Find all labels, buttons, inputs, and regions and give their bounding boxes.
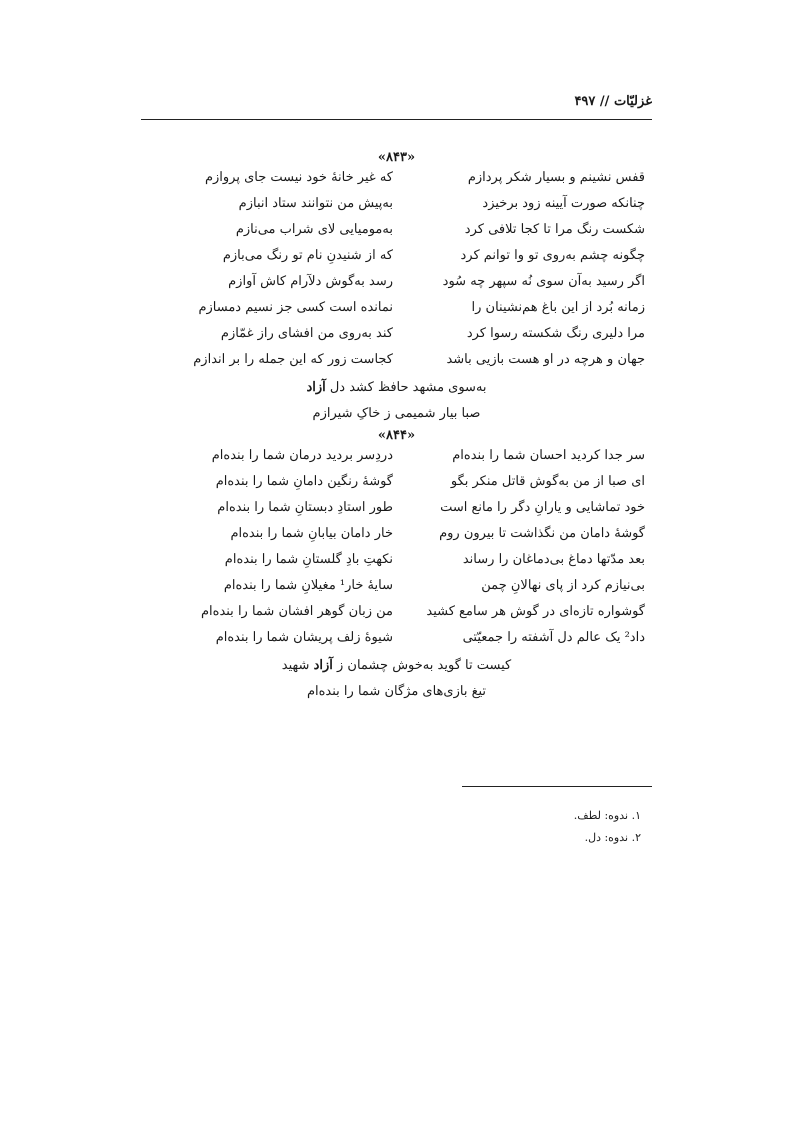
couplet — [0, 219, 793, 245]
hemistich-second: به‌پیش من نتوانند ستاد انبازم — [238, 196, 393, 211]
hemistich-second: سایهٔ خار¹ مغیلانِ شما را بنده‌ام — [223, 578, 393, 593]
footnotes — [574, 805, 641, 849]
hemistich-first: بی‌نیازم کرد از پای نهالانِ چمن — [481, 578, 645, 593]
footnote-rule — [462, 786, 652, 787]
couplet — [0, 627, 793, 653]
couplet — [0, 297, 793, 323]
hemistich-second: شیوهٔ زلف پریشان شما را بنده‌ام — [215, 630, 393, 645]
page-header — [141, 92, 652, 120]
hemistich-first: خود تماشایی و یارانِ دگر را مانع است — [440, 500, 645, 515]
hemistich-second: که غیر خانهٔ خود نیست جای پروازم — [204, 170, 393, 185]
couplet — [0, 497, 793, 523]
poet-name: آزاد — [306, 380, 326, 395]
poem-844 — [0, 428, 793, 705]
closing-text: کیست تا گوید به‌خوش چشمان ز — [332, 658, 512, 673]
hemistich-first: بعد مدّتها دماغ بی‌دماغان را رساند — [462, 552, 645, 567]
hemistich-first: گوشواره تازه‌ای در گوش هر سامع کشید — [426, 604, 645, 619]
hemistich-second: رسد به‌گوش دلآرام کاش آوازم — [228, 274, 393, 289]
closing-line-1 — [0, 375, 793, 401]
hemistich-first: اگر رسید به‌آن سوی نُه سپهر چه سُود — [442, 274, 645, 289]
couplet — [0, 245, 793, 271]
closing-line-2: تیغ بازی‌های مژگان شما را بنده‌ام — [306, 684, 487, 699]
couplet — [0, 601, 793, 627]
couplet — [0, 167, 793, 193]
hemistich-first: مرا دلیری رنگ شکسته رسوا کرد — [466, 326, 645, 341]
poem-843 — [0, 150, 793, 427]
hemistich-first: چنانکه صورت آیینه زود برخیزد — [482, 196, 645, 211]
couplet — [0, 549, 793, 575]
couplet — [0, 349, 793, 375]
hemistich-first: زمانه بُرد از این باغ هم‌نشینان را — [471, 300, 645, 315]
hemistich-first: شکست رنگ مرا تا کجا تلافی کرد — [464, 222, 645, 237]
hemistich-first: داد² یک عالم دل آشفته را جمعیّتی — [462, 630, 645, 645]
hemistich-second: که از شنیدنِ نام تو رنگ می‌بازم — [222, 248, 393, 263]
couplet — [0, 445, 793, 471]
hemistich-second: به‌مومیایی لای شراب می‌نازم — [235, 222, 393, 237]
couplet — [0, 575, 793, 601]
hemistich-second: دردِسر بردید درمان شما را بنده‌ام — [211, 448, 393, 463]
poem-number: «۸۴۳» — [377, 150, 416, 165]
hemistich-second: نکهتِ بادِ گلستانِ شما را بنده‌ام — [224, 552, 393, 567]
footnote-2: ۲. ندوه: دل. — [584, 831, 641, 844]
couplet — [0, 193, 793, 219]
closing-text: شهید — [281, 658, 314, 673]
couplet — [0, 471, 793, 497]
couplet — [0, 523, 793, 549]
hemistich-first: گوشهٔ دامان من نگذاشت تا بیرون روم — [439, 526, 645, 541]
hemistich-second: گوشهٔ رنگین دامانِ شما را بنده‌ام — [215, 474, 393, 489]
poet-name: آزاد — [313, 658, 333, 673]
hemistich-second: کند به‌روی من افشای راز غمّازم — [220, 326, 393, 341]
hemistich-second: نمانده است کسی جز نسیم دمسازم — [198, 300, 393, 315]
header-rule — [141, 119, 652, 120]
couplet — [0, 323, 793, 349]
footnote-1: ۱. ندوه: لطف. — [573, 809, 641, 822]
hemistich-second: من زبان گوهر افشان شما را بنده‌ام — [200, 604, 393, 619]
couplet — [0, 271, 793, 297]
hemistich-first: سر جدا کردید احسان شما را بنده‌ام — [452, 448, 645, 463]
running-title: غزلیّات // ۴۹۷ — [574, 94, 652, 109]
hemistich-first: ای صبا از من به‌گوش قاتل منکر بگو — [450, 474, 645, 489]
hemistich-second: خار دامان بیابانِ شما را بنده‌ام — [230, 526, 393, 541]
hemistich-second: طور استادِ دبستانِ شما را بنده‌ام — [217, 500, 393, 515]
poem-number: «۸۴۴» — [377, 428, 416, 443]
hemistich-first: قفس نشینم و بسیار شکر پردازم — [467, 170, 645, 185]
closing-line-1 — [0, 653, 793, 679]
hemistich-first: جهان و هرچه در او هست بازیی باشد — [446, 352, 645, 367]
closing-line-2: صبا بیار شمیمی ز خاکِ شیرازم — [312, 406, 481, 421]
closing-text: به‌سوی مشهد حافظ کشد دل — [325, 380, 487, 395]
hemistich-second: کجاست زور که این جمله را بر اندازم — [193, 352, 393, 367]
hemistich-first: چگونه چشم به‌روی تو وا توانم کرد — [460, 248, 645, 263]
